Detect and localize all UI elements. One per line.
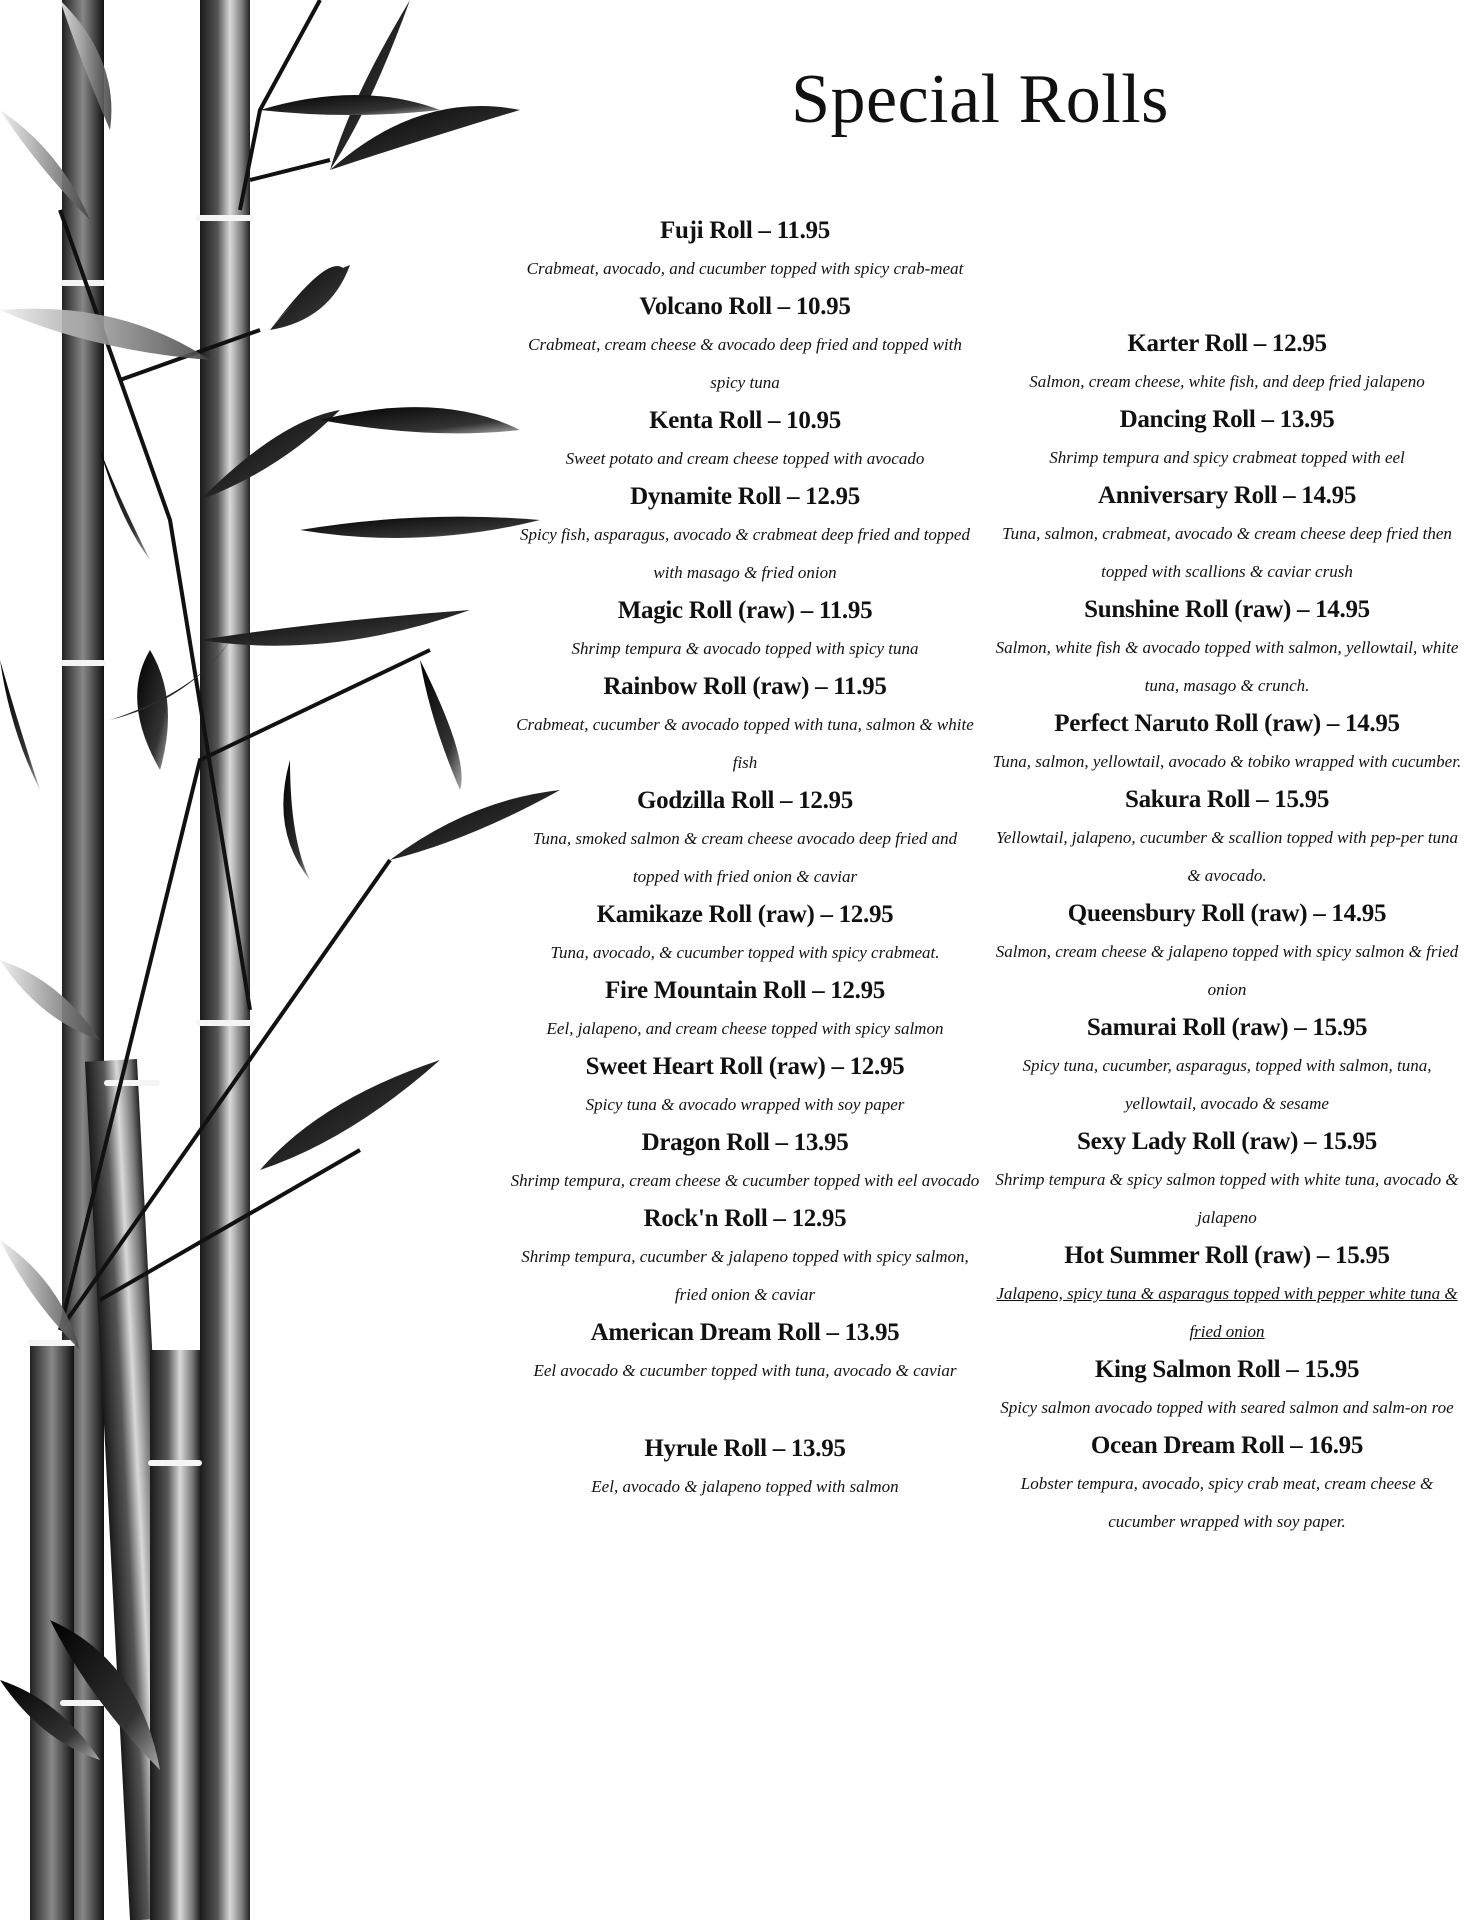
- menu-item-name: Ocean Dream Roll – 16.95: [1090, 1432, 1364, 1459]
- menu-item: [992, 477, 1462, 591]
- menu-item-description: Shrimp tempura and spicy crabmeat topped with eel: [1049, 448, 1405, 467]
- menu-item: [510, 668, 980, 782]
- menu-item: [992, 1237, 1462, 1351]
- menu-item: [992, 325, 1462, 401]
- menu-item-description: Yellowtail, jalapeno, cucumber & scallion topped with pep-per tuna & avocado.: [995, 828, 1459, 885]
- menu-item: [992, 705, 1462, 781]
- menu-item-description: Tuna, smoked salmon & cream cheese avocado deep fried and topped with fried onion & caviar: [532, 829, 958, 886]
- menu-item-name: Samurai Roll (raw) – 15.95: [1086, 1014, 1368, 1041]
- menu-item-name: Godzilla Roll – 12.95: [637, 787, 853, 814]
- menu-item-name: Sweet Heart Roll (raw) – 12.95: [585, 1053, 905, 1080]
- menu-item: [510, 896, 980, 972]
- menu-item-description: Eel, avocado & jalapeno topped with salmon: [591, 1477, 899, 1496]
- menu-item: [992, 1123, 1462, 1237]
- menu-item-description: Crabmeat, avocado, and cucumber topped with spicy crab-meat: [526, 259, 964, 278]
- menu-item-description: Sweet potato and cream cheese topped with avocado: [565, 449, 925, 468]
- menu-item-description: Crabmeat, cream cheese & avocado deep fried and topped with spicy tuna: [528, 335, 962, 392]
- menu-item-name: Dragon Roll – 13.95: [641, 1129, 849, 1156]
- menu-item-name: Dynamite Roll – 12.95: [630, 483, 860, 510]
- menu-item-description: Shrimp tempura & spicy salmon topped with white tuna, avocado & jalapeno: [995, 1170, 1459, 1227]
- menu-item-name: Sakura Roll – 15.95: [1124, 786, 1330, 813]
- menu-item-description: Tuna, avocado, & cucumber topped with spicy crabmeat.: [550, 943, 940, 962]
- menu-item-description: Lobster tempura, avocado, spicy crab meat, cream cheese & cucumber wrapped with soy paper.: [1020, 1474, 1434, 1531]
- menu-item: [510, 592, 980, 668]
- spacer: [510, 1390, 980, 1430]
- menu-item: [510, 288, 980, 402]
- menu-item-description: Eel, jalapeno, and cream cheese topped with spicy salmon: [546, 1019, 944, 1038]
- menu-item-description: Tuna, salmon, crabmeat, avocado & cream cheese deep fried then topped with scallions & caviar crush: [1002, 524, 1452, 581]
- menu-column-left: [510, 212, 980, 1506]
- menu-item-description: Crabmeat, cucumber & avocado topped with tuna, salmon & white fish: [516, 715, 974, 772]
- menu-item-description: Shrimp tempura & avocado topped with spicy tuna: [571, 639, 919, 658]
- menu-item-description: Jalapeno, spicy tuna & asparagus topped with pepper white tuna & fried onion: [996, 1284, 1458, 1341]
- menu-item-name: Anniversary Roll – 14.95: [1097, 482, 1357, 509]
- menu-item: [510, 478, 980, 592]
- menu-item-name: Rainbow Roll (raw) – 11.95: [603, 673, 887, 700]
- menu-item-name: Dancing Roll – 13.95: [1119, 406, 1335, 433]
- menu-item-description: Spicy tuna & avocado wrapped with soy paper: [585, 1095, 905, 1114]
- menu-item-name: Hyrule Roll – 13.95: [644, 1435, 846, 1462]
- menu-item-description: Spicy salmon avocado topped with seared salmon and salm-on roe: [1000, 1398, 1454, 1417]
- menu-item-description: Shrimp tempura, cream cheese & cucumber topped with eel avocado: [510, 1171, 980, 1190]
- menu-item-name: American Dream Roll – 13.95: [590, 1319, 900, 1346]
- menu-item-name: Fire Mountain Roll – 12.95: [605, 977, 885, 1004]
- menu-item: [992, 1009, 1462, 1123]
- menu-item-name: Fuji Roll – 11.95: [660, 217, 830, 244]
- menu-item: [992, 895, 1462, 1009]
- menu-item: [510, 1200, 980, 1314]
- menu-item-name: Volcano Roll – 10.95: [639, 293, 851, 320]
- menu-column-right: [992, 325, 1462, 1541]
- menu-item: [992, 781, 1462, 895]
- menu-item-description: Shrimp tempura, cucumber & jalapeno topped with spicy salmon, fried onion & caviar: [521, 1247, 969, 1304]
- menu-item-name: Karter Roll – 12.95: [1127, 330, 1327, 357]
- menu-item: [992, 591, 1462, 705]
- menu-item: [992, 1351, 1462, 1427]
- menu-item: [510, 1314, 980, 1390]
- menu-item-description: Eel avocado & cucumber topped with tuna, avocado & caviar: [533, 1361, 957, 1380]
- menu-item-description: Salmon, cream cheese & jalapeno topped with spicy salmon & fried onion: [995, 942, 1459, 999]
- menu-item-name: Sexy Lady Roll (raw) – 15.95: [1077, 1128, 1377, 1155]
- menu-item: [992, 1427, 1462, 1541]
- menu-item-description: Salmon, cream cheese, white fish, and deep fried jalapeno: [1029, 372, 1425, 391]
- menu-item-name: King Salmon Roll – 15.95: [1094, 1356, 1360, 1383]
- menu-item: [510, 782, 980, 896]
- menu-item-name: Rock'n Roll – 12.95: [643, 1205, 847, 1232]
- menu-item-name: Kamikaze Roll (raw) – 12.95: [596, 901, 894, 928]
- menu-item-description: Tuna, salmon, yellowtail, avocado & tobiko wrapped with cucumber.: [992, 752, 1462, 771]
- menu-item: [510, 1430, 980, 1506]
- menu-item: [510, 212, 980, 288]
- menu-item-name: Hot Summer Roll (raw) – 15.95: [1064, 1242, 1390, 1269]
- menu-item: [510, 1048, 980, 1124]
- menu-item-description: Spicy tuna, cucumber, asparagus, topped with salmon, tuna, yellowtail, avocado & sesame: [1022, 1056, 1432, 1113]
- menu-item-name: Magic Roll (raw) – 11.95: [617, 597, 873, 624]
- menu-item-name: Sunshine Roll (raw) – 14.95: [1084, 596, 1370, 623]
- menu-item-description: Spicy fish, asparagus, avocado & crabmeat deep fried and topped with masago & fried onion: [520, 525, 970, 582]
- menu-item: [510, 972, 980, 1048]
- menu-item-name: Kenta Roll – 10.95: [649, 407, 841, 434]
- menu-item: [510, 402, 980, 478]
- menu-item: [992, 401, 1462, 477]
- menu-item-name: Perfect Naruto Roll (raw) – 14.95: [1054, 710, 1400, 737]
- menu-item-description: Salmon, white fish & avocado topped with salmon, yellowtail, white tuna, masago & crunch.: [995, 638, 1459, 695]
- bamboo-illustration: [0, 0, 560, 1920]
- menu-item-name: Queensbury Roll (raw) – 14.95: [1067, 900, 1387, 927]
- menu-item: [510, 1124, 980, 1200]
- page-title: Special Rolls: [791, 61, 1169, 138]
